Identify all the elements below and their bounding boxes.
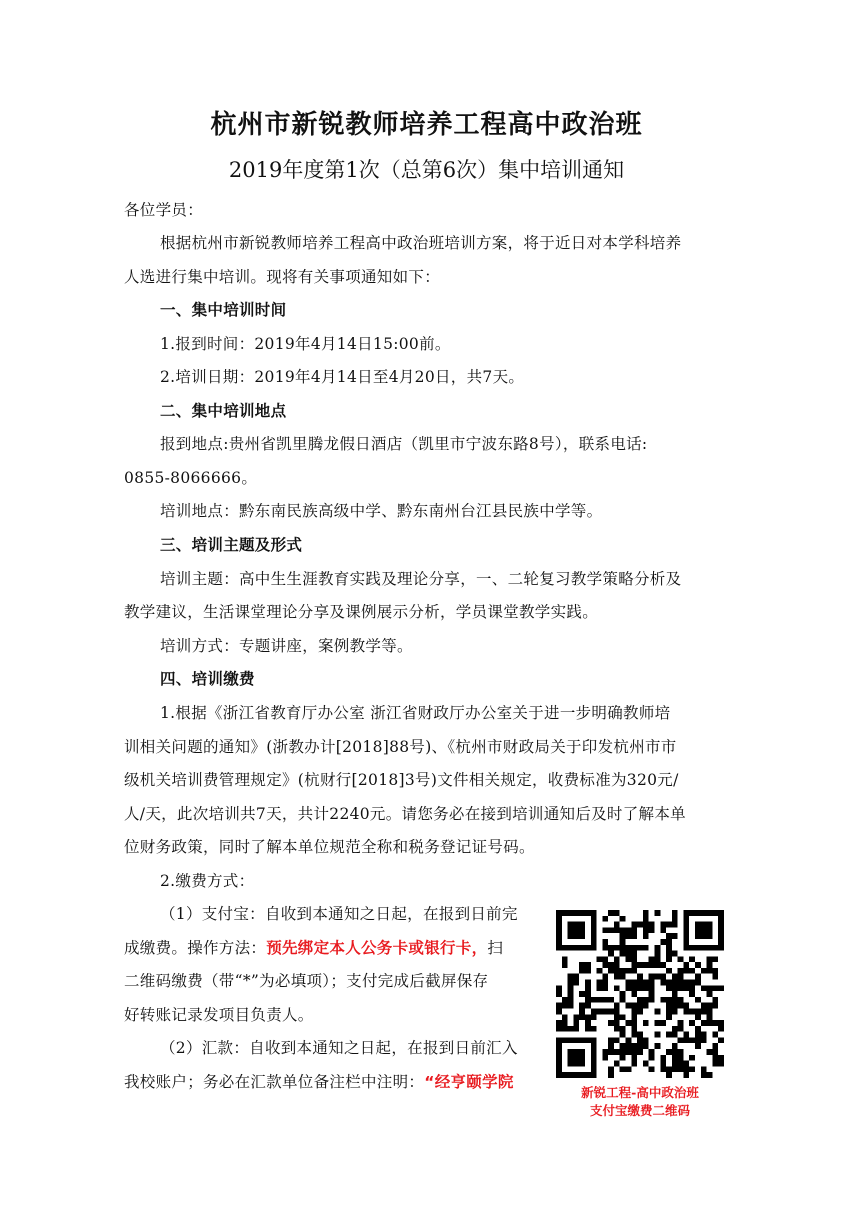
fee-basis-line-2: 训相关问题的通知》(浙教办计[2018]88号)、《杭州市财政局关于印发杭州市市	[124, 738, 677, 756]
report-location-line-1: 报到地点:贵州省凯里腾龙假日酒店（凯里市宁波东路8号），联系电话:	[160, 435, 648, 453]
qr-code-icon[interactable]	[556, 910, 724, 1078]
qr-caption-2: 支付宝缴费二维码	[589, 1103, 690, 1118]
report-location-line-2: 0855-8066666。	[124, 469, 258, 487]
page-title: 杭州市新锐教师培养工程高中政治班	[210, 110, 643, 140]
section-4-heading: 四、培训缴费	[160, 670, 255, 688]
training-location: 培训地点：黔东南民族高级中学、黔东南州台江县民族中学等。	[160, 502, 603, 520]
alipay-highlight: 预先绑定本人公务卡或银行卡，	[266, 939, 488, 957]
fee-basis-line-3: 级机关培训费管理规定》(杭财行[2018]3号)文件相关规定，收费标准为320元/	[124, 771, 679, 789]
remit-line-1: （2）汇款：自收到本通知之日起，在报到日前汇入	[160, 1039, 518, 1057]
alipay-line-2-text: 成缴费。操作方法：	[124, 939, 267, 957]
section-1-heading: 一、集中培训时间	[160, 301, 287, 319]
intro-line-2: 人选进行集中培训。现将有关事项通知如下：	[124, 268, 441, 286]
alipay-line-3: 二维码缴费（带“*”为必填项）；支付完成后截屏保存	[124, 972, 489, 990]
training-format: 培训方式：专题讲座，案例教学等。	[160, 637, 413, 655]
remit-line-2	[124, 1071, 514, 1093]
payment-method-heading: 2.缴费方式：	[160, 872, 255, 890]
fee-basis-line-5: 位财务政策，同时了解本单位规范全称和税务登记证号码。	[124, 838, 535, 856]
alipay-line-4: 好转账记录发项目负责人。	[124, 1006, 314, 1024]
training-topic-line-2: 教学建议，生活课堂理论分享及课例展示分析，学员课堂教学实践。	[124, 603, 599, 621]
training-topic-line-1: 培训主题：高中生生涯教育实践及理论分享，一、二轮复习教学策略分析及	[160, 570, 682, 588]
page-subtitle: 2019年度第1次（总第6次）集中培训通知	[228, 158, 625, 182]
alipay-line-1: （1）支付宝：自收到本通知之日起，在报到日前完	[160, 905, 518, 923]
greeting: 各位学员：	[124, 201, 204, 219]
qr-caption-1: 新锐工程-高中政治班	[581, 1085, 699, 1100]
fee-basis-line-4: 人/天，此次培训共7天，共计2240元。请您务必在接到培训通知后及时了解本单	[124, 805, 686, 823]
fee-basis-line-1: 1.根据《浙江省教育厅办公室 浙江省财政厅办公室关于进一步明确教师培	[160, 704, 671, 722]
remit-line-2-text: 我校账户；务必在汇款单位备注栏中注明：	[124, 1073, 425, 1091]
alipay-line-2-end: 扫	[487, 939, 504, 957]
section-3-heading: 三、培训主题及形式	[160, 536, 303, 554]
intro-line-1: 根据杭州市新锐教师培养工程高中政治班培训方案，将于近日对本学科培养	[160, 234, 682, 252]
section-2-heading: 二、集中培训地点	[160, 402, 287, 420]
alipay-line-2	[124, 937, 503, 959]
report-time: 1.报到时间：2019年4月14日15:00前。	[160, 335, 451, 353]
remit-highlight: “经亨颐学院	[424, 1073, 514, 1091]
training-dates: 2.培训日期：2019年4月14日至4月20日，共7天。	[160, 368, 525, 386]
